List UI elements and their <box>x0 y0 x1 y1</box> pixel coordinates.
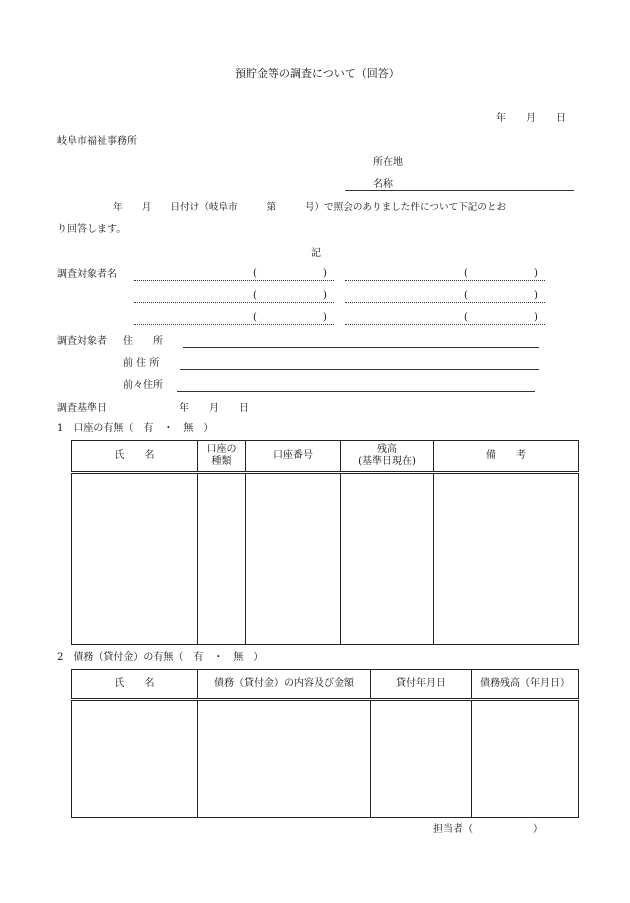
prev-address-line <box>180 369 539 370</box>
name-line <box>345 324 545 325</box>
col-debt-balance: 債務残高（年月日） <box>472 670 579 700</box>
table-cell <box>472 700 579 818</box>
col-name: 氏 名 <box>72 670 198 700</box>
table-cell <box>246 473 341 645</box>
subject-names-label: 調査対象者名 <box>57 269 117 280</box>
paren-open: ( <box>464 312 468 323</box>
name-line <box>345 302 545 303</box>
col-account-type: 口座の 種類 <box>198 441 246 473</box>
paren-close: ) <box>323 268 327 279</box>
contact-person: 担当者（ ） <box>433 824 543 835</box>
paren-close: ) <box>323 290 327 301</box>
prev-prev-address-label: 前々住所 <box>123 380 163 391</box>
paren-open: ( <box>253 290 257 301</box>
name-line <box>134 324 334 325</box>
name-line <box>345 280 545 281</box>
addressee: 岐阜市福祉事務所 <box>57 136 137 147</box>
paren-close: ) <box>323 312 327 323</box>
name-underline <box>345 190 574 191</box>
paren-open: ( <box>464 268 468 279</box>
name-label: 名称 <box>373 179 393 190</box>
paren-open: ( <box>253 268 257 279</box>
address-label: 住 所 <box>123 336 163 347</box>
address-line <box>183 347 539 348</box>
paren-open: ( <box>464 290 468 301</box>
date-line: 年 月 日 <box>496 113 566 124</box>
paren-close: ) <box>534 268 538 279</box>
col-loan-date: 貸付年月日 <box>371 670 472 700</box>
subject-label: 調査対象者 <box>57 336 107 347</box>
base-date-value: 年 月 日 <box>179 403 249 414</box>
table-cell <box>72 473 198 645</box>
base-date-label: 調査基準日 <box>57 403 107 414</box>
paren-open: ( <box>253 312 257 323</box>
section-2-heading: 2 債務（貸付金）の有無（ 有 ・ 無 ） <box>57 652 264 663</box>
paren-close: ) <box>534 312 538 323</box>
prev-address-label: 前 住 所 <box>123 358 160 369</box>
intro-line-1: 年 月 日付け（岐阜市 第 号）で照会のありました件について下記のとお <box>113 202 507 213</box>
col-account-number: 口座番号 <box>246 441 341 473</box>
location-label: 所在地 <box>373 157 403 168</box>
name-line <box>134 280 334 281</box>
table-cell <box>198 700 371 818</box>
intro-line-2: り回答します。 <box>57 224 127 235</box>
prev-prev-address-line <box>177 391 535 392</box>
section-1-heading: 1 口座の有無（ 有 ・ 無 ） <box>57 423 214 434</box>
col-remarks: 備 考 <box>434 441 579 473</box>
table-cell <box>341 473 434 645</box>
ki-label: 記 <box>311 248 321 259</box>
col-balance: 残高 (基準日現在) <box>341 441 434 473</box>
paren-close: ) <box>534 290 538 301</box>
col-debt-content: 債務（貸付金）の内容及び金額 <box>198 670 371 700</box>
debt-table <box>71 669 579 818</box>
account-table <box>71 440 579 645</box>
table-cell <box>371 700 472 818</box>
table-cell <box>198 473 246 645</box>
document-title: 預貯金等の調査について（回答） <box>235 67 400 80</box>
table-cell <box>72 700 198 818</box>
col-name: 氏 名 <box>72 441 198 473</box>
table-cell <box>434 473 579 645</box>
name-line <box>134 302 334 303</box>
